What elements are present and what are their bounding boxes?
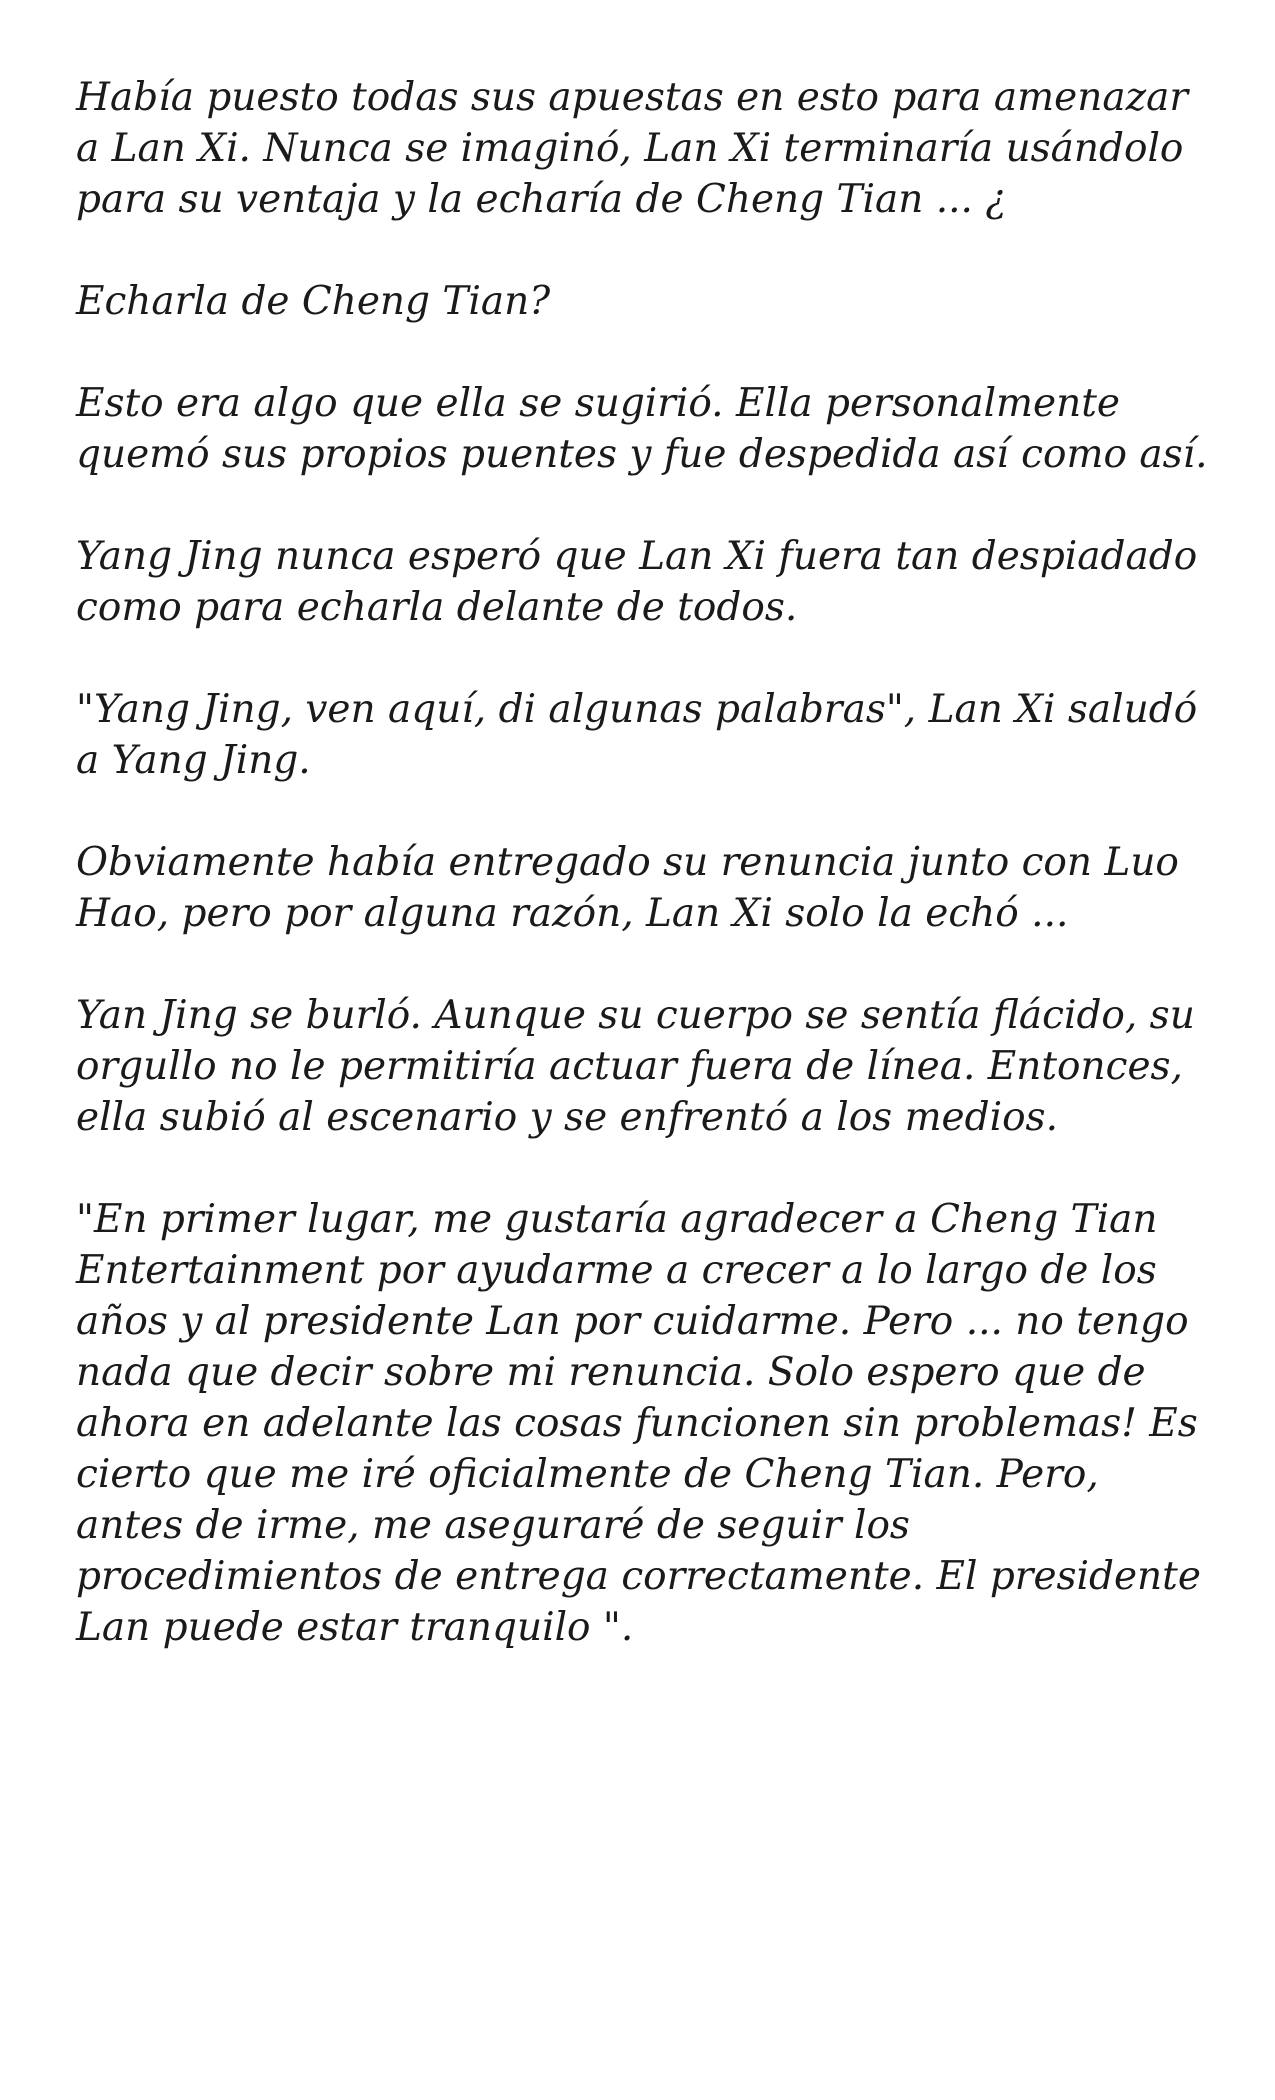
paragraph-4: Yang Jing nunca esperó que Lan Xi fuera tan despiadado como para echarla delante de todos. <box>76 534 1198 630</box>
paragraph-8: "En primer lugar, me gustaría agradecer a Cheng Tian Entertainment por ayudarme a crecer a lo largo de los años y al presidente Lan por cuidarme. Pero ... no tengo nada que decir sobre mi renuncia. Solo espero que de ahora en adelante las cosas funcionen sin problemas! Es cierto que me iré oficialmente de Cheng Tian. Pero, antes de irme, me aseguraré de seguir los procedimientos de entrega correctamente. El presidente Lan puede estar tranquilo ". <box>76 1197 1201 1650</box>
paragraph-6: Obviamente había entregado su renuncia junto con Luo Hao, pero por alguna razón, Lan Xi solo la echó ... <box>76 840 1179 936</box>
paragraph-7: Yan Jing se burló. Aunque su cuerpo se sentía flácido, su orgullo no le permitiría actuar fuera de línea. Entonces, ella subió al escenario y se enfrentó a los medios. <box>76 993 1195 1140</box>
paragraph-1: Había puesto todas sus apuestas en esto para amenazar a Lan Xi. Nunca se imaginó, Lan Xi terminaría usándolo para su ventaja y la echaría de Cheng Tian ... ¿ <box>76 75 1189 222</box>
paragraph-2: Echarla de Cheng Tian? <box>76 279 551 324</box>
paragraph-5: "Yang Jing, ven aquí, di algunas palabras", Lan Xi saludó a Yang Jing. <box>76 687 1198 783</box>
document-page <box>76 72 1216 1704</box>
paragraph-3: Esto era algo que ella se sugirió. Ella personalmente quemó sus propios puentes y fue despedida así como así. <box>76 381 1208 477</box>
